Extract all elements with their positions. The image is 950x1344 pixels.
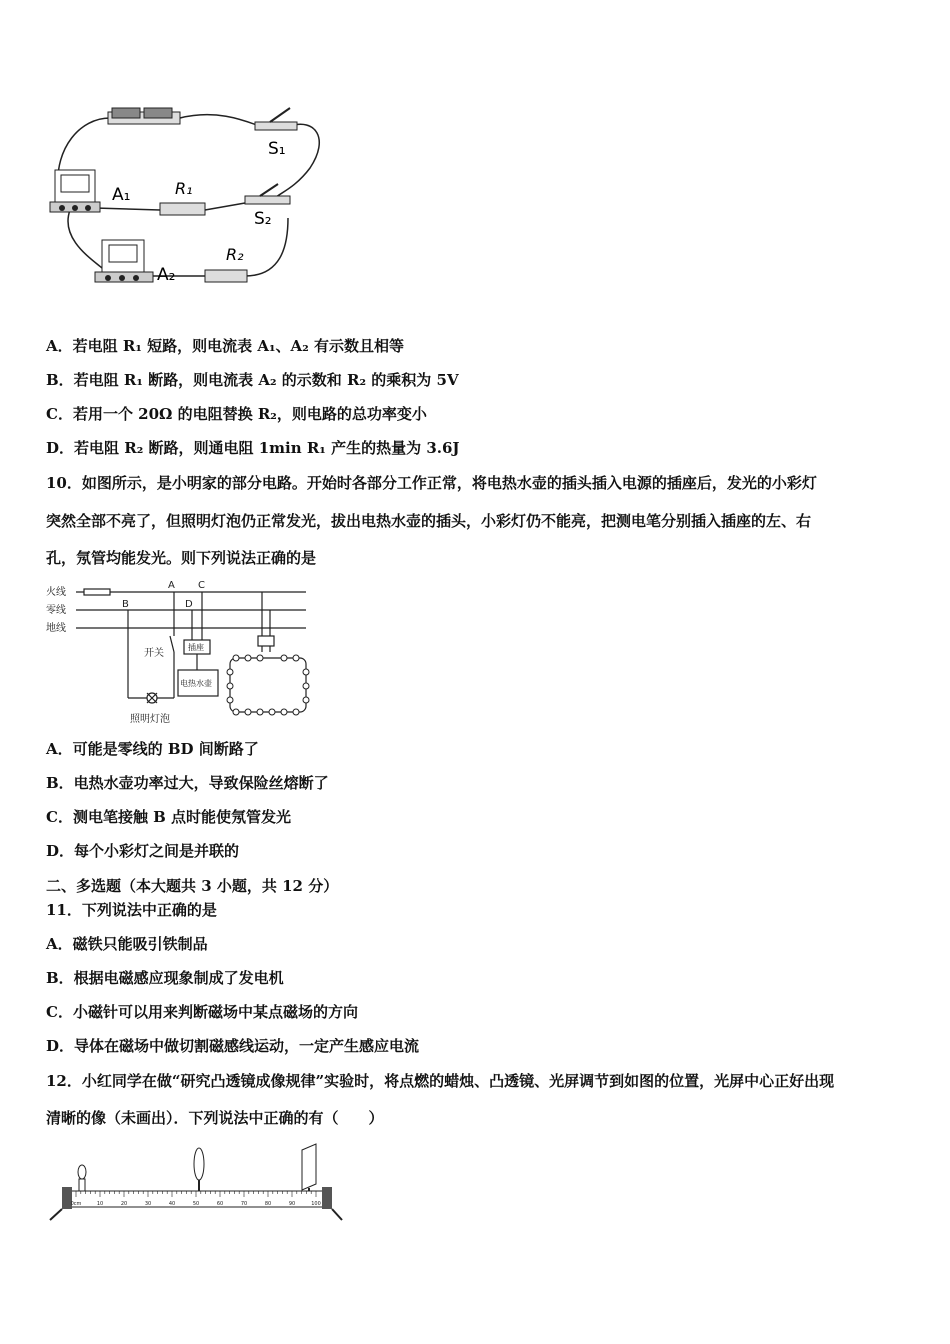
q11-option-b: B．根据电磁感应现象制成了发电机	[46, 969, 284, 987]
q10-household-circuit-figure	[44, 578, 310, 728]
q12-stem-line-1: 12．小红同学在做“研究凸透镜成像规律”实验时，将点燃的蜡烛、凸透镜、光屏调节到如图的位置，光屏中心正好出现	[46, 1072, 835, 1090]
a1-label: A₁	[112, 185, 131, 205]
ground-wire-label: 地线	[46, 623, 66, 634]
q10-option-c: C．测电笔接触 B 点时能使氖管发光	[46, 808, 292, 826]
socket-label: 插座	[188, 643, 204, 652]
convex-lens	[194, 1148, 204, 1191]
ruler-tick-label: 50	[192, 1201, 200, 1207]
q9-option-d: D．若电阻 R₂ 断路，则通电阻 1min R₁ 产生的热量为 3.6J	[46, 439, 460, 457]
neutral-wire-label: 零线	[46, 605, 66, 616]
q12-stem-line-2: 清晰的像（未画出）．下列说法中正确的有（ ）	[46, 1109, 384, 1127]
ammeter-a2	[95, 240, 153, 282]
live-wire-label: 火线	[46, 587, 66, 598]
s2-label: S₂	[254, 209, 272, 229]
ruler-tick-label: 30	[144, 1201, 152, 1207]
ruler-tick-label: 80	[264, 1201, 272, 1207]
switch-s2	[245, 184, 290, 204]
q12-optical-bench-figure	[44, 1140, 348, 1224]
q9-circuit-figure	[40, 98, 340, 298]
q10-option-a: A．可能是零线的 BD 间断路了	[46, 740, 259, 758]
ruler-tick-label: 40	[168, 1201, 176, 1207]
light-screen	[302, 1144, 316, 1191]
q10-option-d: D．每个小彩灯之间是并联的	[46, 842, 240, 860]
ammeter-a1	[50, 170, 100, 212]
r1-label: R₁	[175, 179, 193, 198]
q10-option-b: B．电热水壶功率过大，导致保险丝熔断了	[46, 774, 329, 792]
q10-stem-line-2: 突然全部不亮了，但照明灯泡仍正常发光，拔出电热水壶的插头，小彩灯仍不能亮，把测电笔分别插入插座的左、右	[46, 512, 812, 530]
ruler-tick-label: 70	[240, 1201, 248, 1207]
ruler-tick-label: 90	[288, 1201, 296, 1207]
q11-option-c: C．小磁针可以用来判断磁场中某点磁场的方向	[46, 1003, 358, 1021]
candle	[78, 1165, 86, 1191]
bench-right-end	[322, 1187, 332, 1209]
ruler-tick-label: 60	[216, 1201, 224, 1207]
section-heading: 二、多选题（本大题共 3 小题，共 12 分）	[46, 877, 339, 895]
q10-stem-line-1: 10．如图所示，是小明家的部分电路。开始时各部分工作正常，将电热水壶的插头插入电源的插座后，发光的小彩灯	[46, 474, 817, 492]
q9-option-b: B．若电阻 R₁ 断路，则电流表 A₂ 的示数和 R₂ 的乘积为 5V	[46, 371, 459, 389]
q11-stem: 11．下列说法中正确的是	[46, 901, 217, 919]
s1-label: S₁	[268, 139, 286, 159]
point-d-label: D	[185, 599, 193, 610]
point-b-label: B	[122, 599, 129, 610]
q9-option-c: C．若用一个 20Ω 的电阻替换 R₂，则电路的总功率变小	[46, 405, 427, 423]
r2-label: R₂	[226, 245, 244, 264]
resistor-r2	[205, 270, 247, 282]
switch-label: 开关	[144, 648, 164, 659]
point-a-label: A	[168, 580, 175, 591]
a2-label: A₂	[157, 265, 176, 285]
battery	[108, 108, 180, 124]
ruler-tick-label: 0cm	[70, 1201, 82, 1207]
q10-stem-line-3: 孔，氖管均能发光。则下列说法正确的是	[46, 549, 317, 567]
point-c-label: C	[198, 580, 205, 591]
ruler-tick-label: 100	[311, 1201, 321, 1207]
ruler-tick-label: 10	[96, 1201, 104, 1207]
kettle-label: 电热水壶	[180, 679, 212, 688]
q11-option-a: A．磁铁只能吸引铁制品	[46, 935, 208, 953]
resistor-r1	[160, 203, 205, 215]
ruler-tick-label: 20	[120, 1201, 128, 1207]
switch-s1	[255, 108, 297, 130]
q11-option-d: D．导体在磁场中做切割磁感线运动，一定产生感应电流	[46, 1037, 420, 1055]
q9-option-a: A．若电阻 R₁ 短路，则电流表 A₁、A₂ 有示数且相等	[46, 337, 404, 355]
bulb-label: 照明灯泡	[130, 714, 170, 725]
